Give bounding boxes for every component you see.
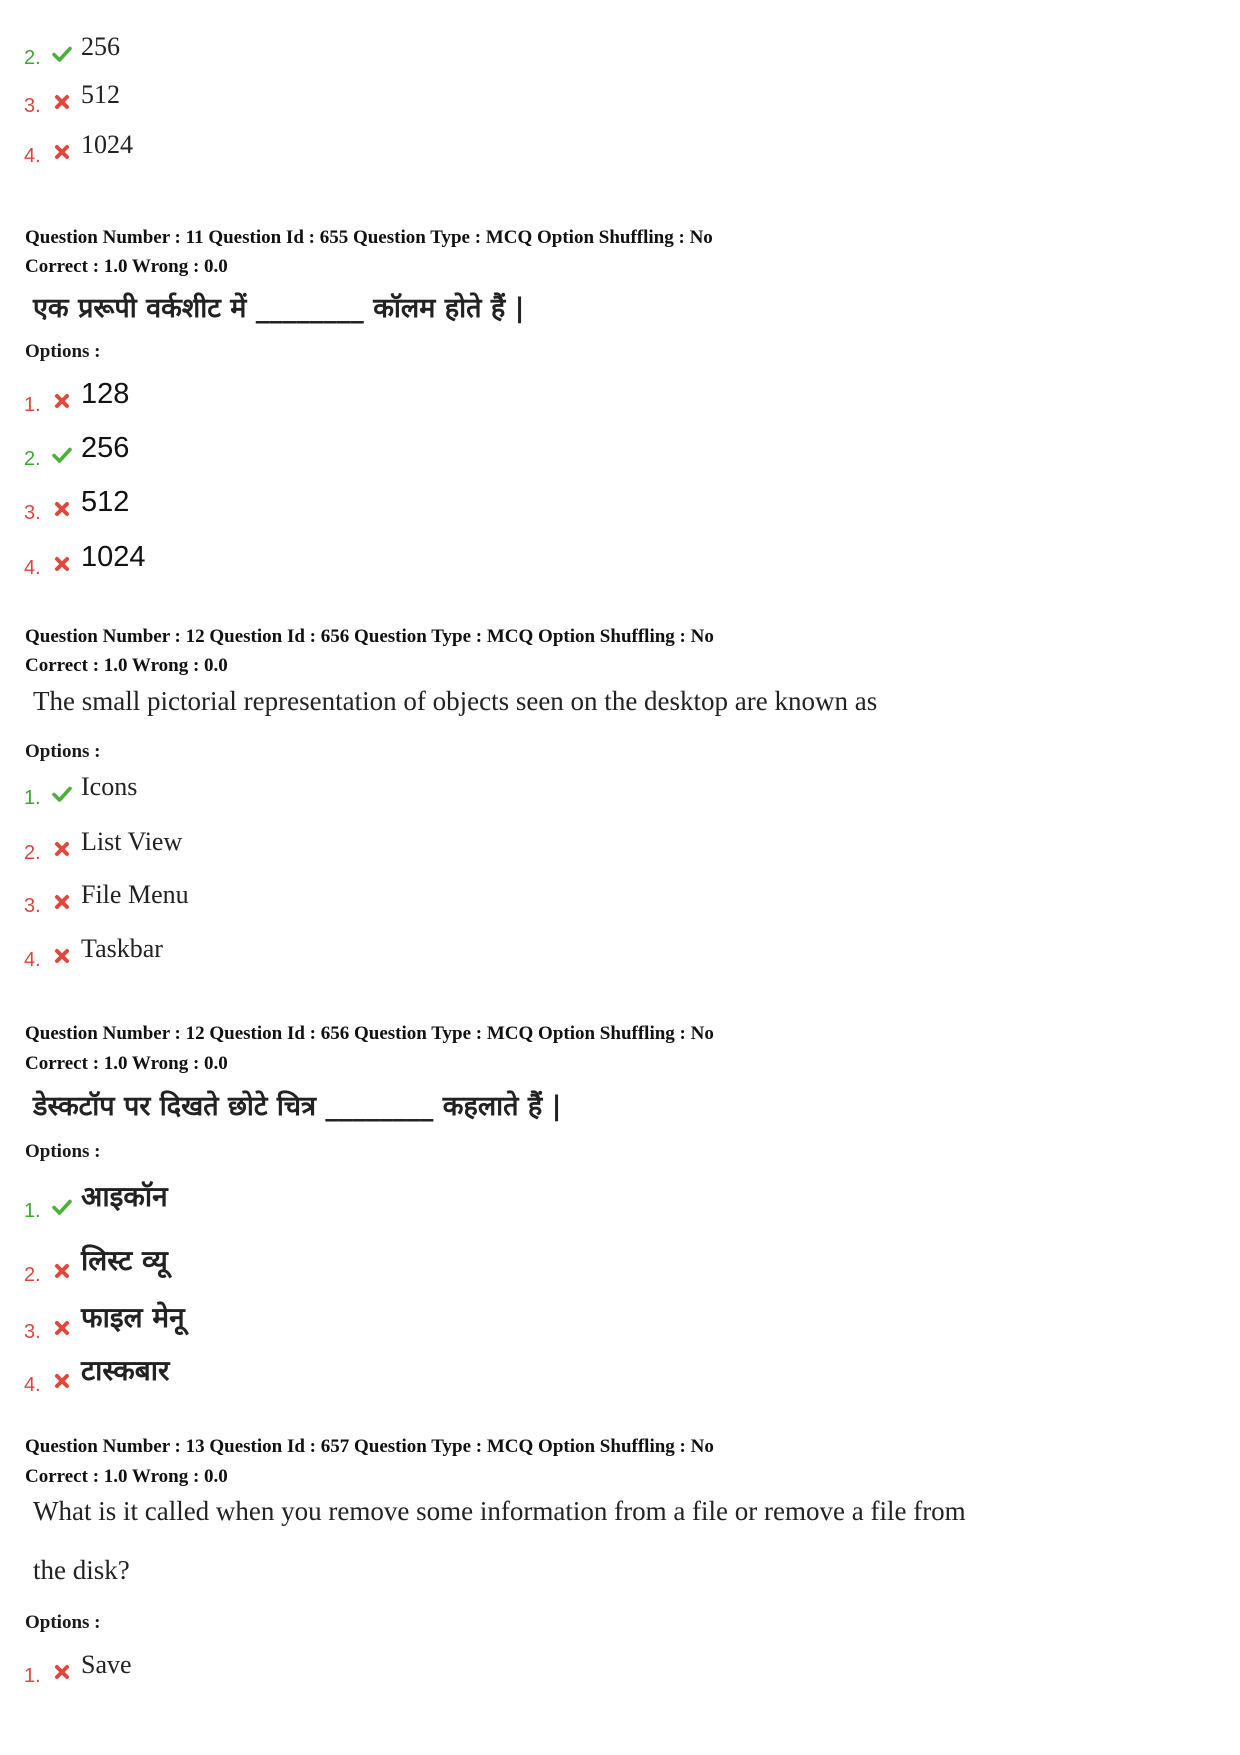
option-text: Save: [81, 1650, 132, 1679]
option-item: [24, 1301, 924, 1344]
option-number: 3.: [24, 895, 41, 917]
option-text: फाइल मेनू: [81, 1301, 185, 1334]
option-item: [24, 377, 924, 417]
question-meta: Question Number : 11 Question Id : 655 Question Type : MCQ Option Shuffling : No: [25, 227, 713, 248]
question-meta: Question Number : 13 Question Id : 657 Question Type : MCQ Option Shuffling : No: [25, 1436, 714, 1457]
correct-check-icon: [52, 1197, 72, 1217]
option-text: Taskbar: [81, 934, 163, 963]
wrong-cross-icon: [52, 839, 72, 859]
option-number: 1.: [24, 394, 41, 416]
option-number: 3.: [24, 95, 41, 117]
wrong-cross-icon: [52, 1318, 72, 1338]
option-item: [24, 878, 924, 918]
option-number: 1.: [24, 787, 41, 809]
option-text: 512: [81, 80, 120, 109]
option-text: 128: [81, 378, 130, 410]
correct-check-icon: [52, 784, 72, 804]
wrong-cross-icon: [52, 1371, 72, 1391]
wrong-cross-icon: [52, 554, 72, 574]
wrong-cross-icon: [52, 499, 72, 519]
wrong-cross-icon: [52, 92, 72, 112]
option-text: 512: [81, 486, 130, 518]
options-label: Options :: [25, 1612, 101, 1633]
question-text-line-2: the disk?: [33, 1555, 130, 1585]
option-item: [24, 770, 924, 810]
option-item: [24, 1180, 924, 1223]
question-marks: Correct : 1.0 Wrong : 0.0: [25, 1053, 228, 1074]
correct-check-icon: [52, 445, 72, 465]
question-marks: Correct : 1.0 Wrong : 0.0: [25, 1466, 228, 1487]
option-item: [24, 1354, 924, 1397]
question-meta: Question Number : 12 Question Id : 656 Question Type : MCQ Option Shuffling : No: [25, 626, 714, 647]
option-item: [24, 1244, 924, 1287]
option-number: 3.: [24, 1321, 41, 1343]
option-item: [24, 540, 924, 580]
option-number: 1.: [24, 1200, 41, 1222]
option-text: 256: [81, 432, 130, 464]
correct-check-icon: [52, 44, 72, 64]
option-number: 1.: [24, 1665, 41, 1687]
option-number: 4.: [24, 557, 41, 579]
options-label: Options :: [25, 341, 101, 362]
question-text: डेस्कटॉप पर दिखते छोटे चित्र ________ कहलाते हैं |: [33, 1091, 562, 1122]
option-number: 2.: [24, 1264, 41, 1286]
option-item: [24, 1648, 924, 1688]
option-item: [24, 825, 924, 865]
wrong-cross-icon: [52, 391, 72, 411]
options-label: Options :: [25, 1141, 101, 1162]
option-text: List View: [81, 827, 183, 856]
option-item: [24, 78, 924, 118]
wrong-cross-icon: [52, 946, 72, 966]
question-marks: Correct : 1.0 Wrong : 0.0: [25, 256, 228, 277]
option-text: 1024: [81, 541, 146, 573]
option-number: 4.: [24, 1374, 41, 1396]
option-number: 2.: [24, 842, 41, 864]
question-text: एक प्ररूपी वर्कशीट में ________ कॉलम होते हैं |: [33, 293, 525, 324]
wrong-cross-icon: [52, 1662, 72, 1682]
option-text: आइकॉन: [81, 1180, 168, 1213]
option-number: 4.: [24, 145, 41, 167]
question-marks: Correct : 1.0 Wrong : 0.0: [25, 655, 228, 676]
option-item: [24, 485, 924, 525]
wrong-cross-icon: [52, 1261, 72, 1281]
question-text-line-1: What is it called when you remove some information from a file or remove a file from: [33, 1496, 966, 1526]
question-meta: Question Number : 12 Question Id : 656 Question Type : MCQ Option Shuffling : No: [25, 1023, 714, 1044]
option-text: लिस्ट व्यू: [81, 1244, 168, 1277]
option-item: [24, 932, 924, 972]
option-text: 256: [81, 32, 120, 61]
option-number: 2.: [24, 448, 41, 470]
option-item: [24, 431, 924, 471]
option-text: File Menu: [81, 880, 189, 909]
wrong-cross-icon: [52, 892, 72, 912]
option-text: 1024: [81, 130, 133, 159]
options-label: Options :: [25, 741, 101, 762]
option-text: टास्कबार: [81, 1354, 170, 1387]
option-number: 2.: [24, 47, 41, 69]
option-text: Icons: [81, 772, 138, 801]
option-number: 3.: [24, 502, 41, 524]
wrong-cross-icon: [52, 142, 72, 162]
question-text: The small pictorial representation of objects seen on the desktop are known as: [33, 686, 878, 716]
option-item: [24, 30, 924, 70]
option-item: [24, 128, 924, 168]
option-number: 4.: [24, 949, 41, 971]
